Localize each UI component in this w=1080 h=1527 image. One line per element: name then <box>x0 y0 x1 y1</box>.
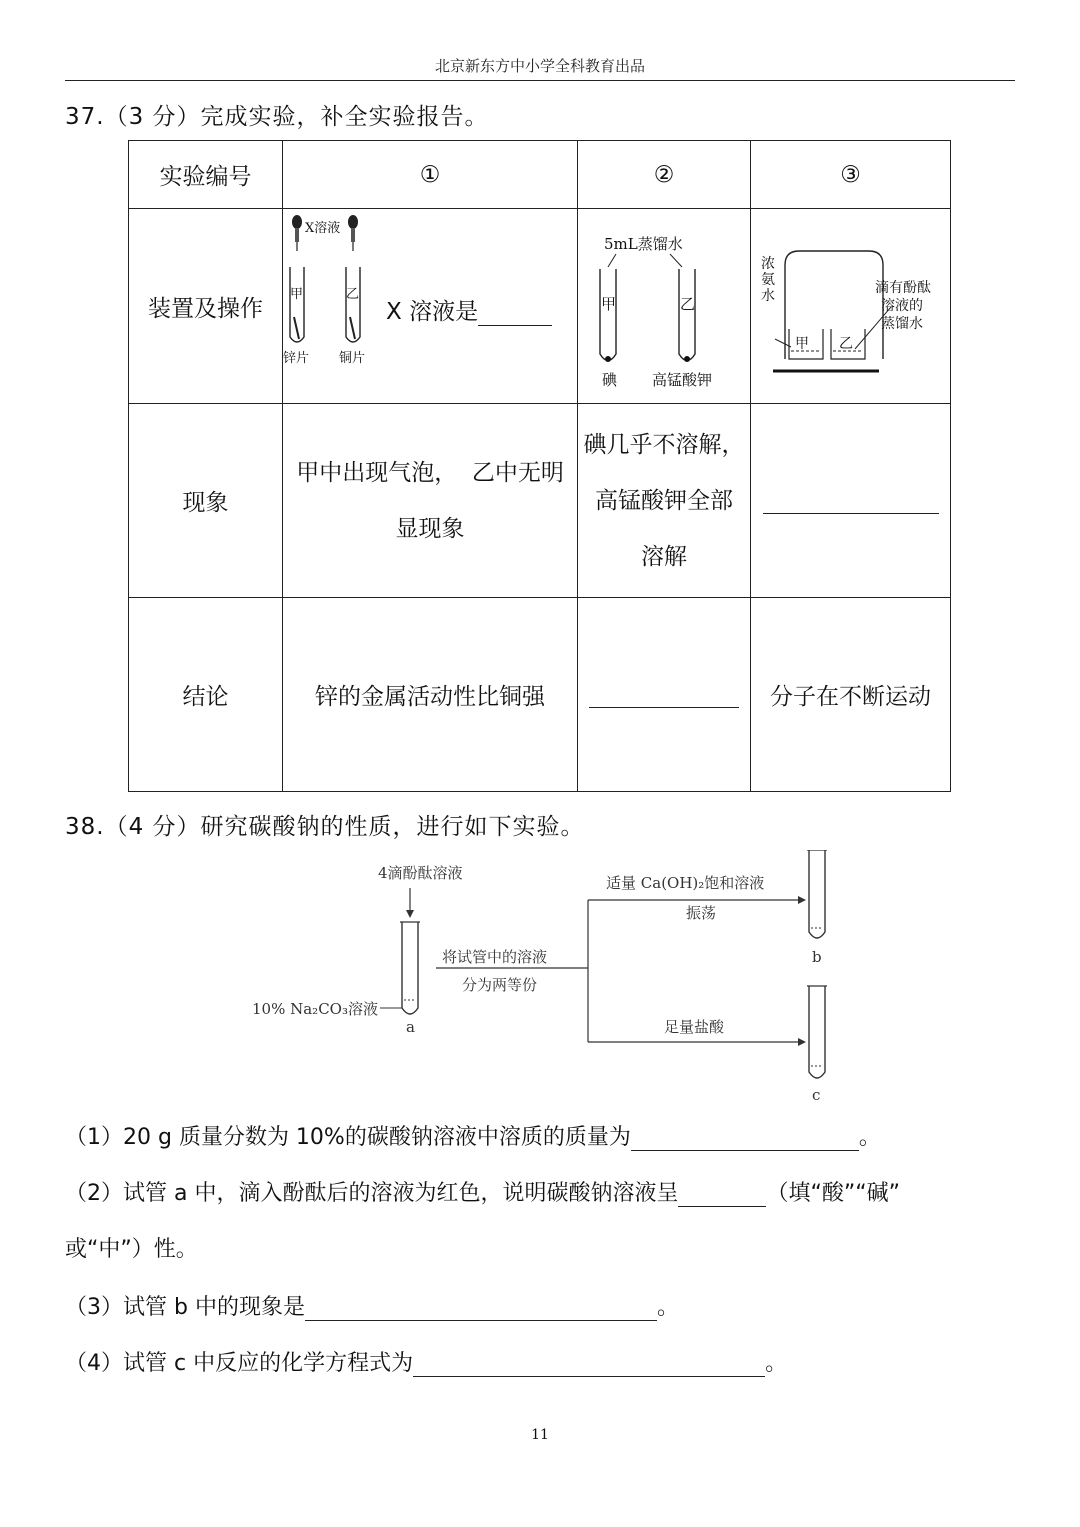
exp1-phenomenon: 显现象 <box>395 515 465 542</box>
exp2-conclusion-cell <box>578 598 751 792</box>
caoh2-label: 适量 Ca(OH)₂饱和溶液 <box>606 874 765 892</box>
q38-sub4-text: （4）试管 c 中反应的化学方程式为 <box>65 1351 414 1376</box>
exp2-phenomenon: 溶解 <box>641 543 687 570</box>
row-label-conclusion: 结论 <box>129 598 283 792</box>
col-number-1: ① <box>283 141 578 209</box>
tube-label-yi: 乙 <box>680 295 696 313</box>
metal-label-copper: 铜片 <box>339 351 366 366</box>
shake-label: 振荡 <box>686 904 717 922</box>
exp2-apparatus-cell <box>578 209 751 404</box>
q38-sub1-end: 。 <box>858 1125 881 1150</box>
exp2-phenomenon: 高锰酸钾全部 <box>595 487 733 514</box>
row-label-apparatus: 装置及操作 <box>129 209 283 404</box>
q38-sub2 <box>65 1176 900 1207</box>
col-number-2: ② <box>578 141 751 209</box>
q38-sub3-text: （3）试管 b 中的现象是 <box>65 1295 305 1320</box>
split-label: 将试管中的溶液 <box>442 948 548 966</box>
tube-label-c: c <box>812 1086 821 1104</box>
solute-label-iodine: 碘 <box>602 371 618 389</box>
page-header: 北京新东方中小学全科教育出品 <box>434 57 645 75</box>
table-row <box>129 141 951 209</box>
ammonia-label: 水 <box>761 288 775 304</box>
q38-sub2-cont: 或“中”）性。 <box>65 1237 198 1262</box>
exp1-test-tubes-diagram <box>283 209 383 403</box>
exp1-apparatus-cell <box>283 209 578 404</box>
page-number: 11 <box>531 1427 549 1443</box>
answer-blank-sub3[interactable] <box>305 1295 657 1321</box>
exp3-phenomenon-cell <box>751 404 951 598</box>
split-label: 分为两等份 <box>462 976 538 994</box>
q38-sub2-text: （2）试管 a 中，滴入酚酞后的溶液为红色，说明碳酸钠溶液呈 <box>65 1181 679 1206</box>
answer-blank-sub4[interactable] <box>413 1351 765 1377</box>
q38-sub4 <box>65 1346 787 1377</box>
ammonia-label: 浓 <box>761 256 775 272</box>
hcl-label: 足量盐酸 <box>664 1018 725 1036</box>
answer-blank-sub2[interactable] <box>678 1181 766 1207</box>
x-solution-label: X溶液 <box>305 221 341 236</box>
exp1-phenomenon: 乙中无明 <box>471 459 564 486</box>
table-row <box>129 209 951 404</box>
phenol-water-label: 滴有酚酞 <box>875 280 931 296</box>
tube-label-jia: 甲 <box>290 287 304 302</box>
metal-label-zinc: 锌片 <box>283 351 310 366</box>
q38-sub1-text: （1）20 g 质量分数为 10%的碳酸钠溶液中溶质的质量为 <box>65 1125 631 1150</box>
exp2-phenomenon-cell <box>578 404 751 598</box>
header-rule <box>65 80 1015 81</box>
test-tube-icon <box>600 269 616 361</box>
exp2-phenomenon: 碘几乎不溶解， <box>583 431 745 458</box>
phenolphthalein-label: 4滴酚酞溶液 <box>378 864 463 882</box>
answer-blank-exp2-conclusion[interactable] <box>589 681 739 708</box>
ammonia-label: 氨 <box>761 272 775 288</box>
exp1-phenomenon: 甲中出现气泡， <box>296 459 458 486</box>
dropper-icon <box>292 215 302 251</box>
tube-label-yi: 乙 <box>346 287 360 302</box>
tube-label-b: b <box>812 948 822 966</box>
answer-blank-x-solution[interactable] <box>478 325 552 326</box>
table-row <box>129 598 951 792</box>
test-tube-icon <box>809 986 825 1078</box>
exp1-conclusion: 锌的金属活动性比铜强 <box>283 598 578 792</box>
q37-title: 37.（3 分）完成实验，补全实验报告。 <box>65 104 489 130</box>
q38-flow-diagram <box>240 850 860 1110</box>
answer-blank-sub1[interactable] <box>631 1125 859 1151</box>
test-tube-icon <box>809 850 825 938</box>
answer-blank-exp3-phenomenon[interactable] <box>763 487 939 514</box>
x-solution-question: X 溶液是 <box>386 299 479 325</box>
experiment-report-table <box>128 140 951 792</box>
q38-sub2-end: （填“酸”“碱” <box>766 1181 901 1206</box>
test-tube-icon <box>679 269 695 361</box>
na2co3-label: 10% Na₂CO₃溶液 <box>252 1000 378 1018</box>
row-label-phenomenon: 现象 <box>129 404 283 598</box>
q38-sub1 <box>65 1120 881 1151</box>
dropper-icon <box>348 215 358 251</box>
table-row <box>129 404 951 598</box>
exp1-phenomenon-cell <box>283 404 578 598</box>
distilled-water-label: 5mL蒸馏水 <box>604 235 683 253</box>
phenol-water-label: 蒸馏水 <box>881 316 923 332</box>
tube-label-a: a <box>406 1018 415 1036</box>
exp3-apparatus-cell <box>751 209 951 404</box>
q38-diagram <box>240 850 860 1110</box>
q38-title: 38.（4 分）研究碳酸钠的性质，进行如下实验。 <box>65 814 585 840</box>
q38-sub4-end: 。 <box>765 1351 788 1376</box>
row-label-number: 实验编号 <box>129 141 283 209</box>
solute-label-kmno4: 高锰酸钾 <box>652 371 713 389</box>
exp3-conclusion: 分子在不断运动 <box>751 598 951 792</box>
q38-sub3 <box>65 1290 679 1321</box>
q38-sub3-end: 。 <box>656 1295 679 1320</box>
beaker-label-yi: 乙 <box>839 336 853 352</box>
beaker-label-jia: 甲 <box>795 336 809 352</box>
phenol-water-label: 溶液的 <box>881 298 923 314</box>
col-number-3: ③ <box>751 141 951 209</box>
tube-label-jia: 甲 <box>601 295 617 313</box>
